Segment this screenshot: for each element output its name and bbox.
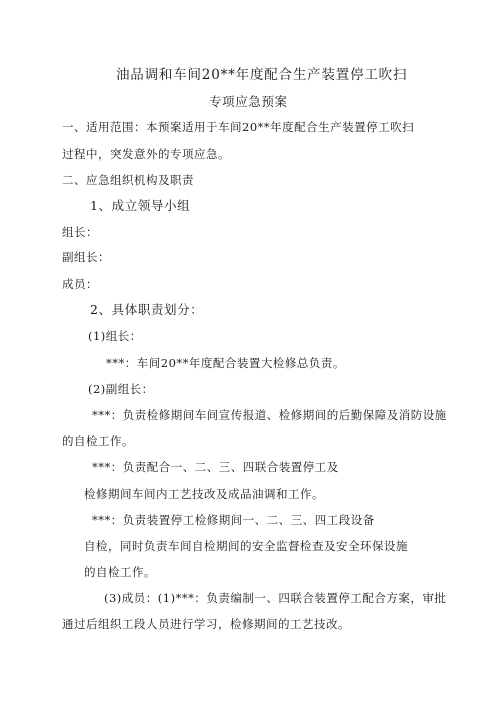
doc-title-line1: 油品调和车间20**年度配合生产装置停工吹扫 bbox=[116, 67, 408, 83]
para2c-line1: ***：负责装置停工检修期间一、二、三、四工段设备 bbox=[92, 513, 375, 527]
para2a-line2: 的自检工作。 bbox=[62, 434, 134, 448]
para2b-line2: 检修期间车间内工艺技改及成品油调和工作。 bbox=[84, 487, 324, 501]
para2c-line3: 的自检工作。 bbox=[84, 565, 156, 579]
para1-text: ***：车间20**年度配合装置大检修总负责。 bbox=[106, 356, 345, 370]
section1-line2: 过程中，突发意外的专项应急。 bbox=[62, 147, 230, 161]
para2a-line1: ***：负责检修期间车间宣传报道、检修期间的后勤保障及消防设施 bbox=[92, 408, 447, 422]
subsection1-heading: 1、成立领导小组 bbox=[90, 198, 191, 213]
leader-label: 组长： bbox=[62, 225, 98, 239]
para1-label: (1)组长： bbox=[88, 329, 142, 343]
para3-line1: (3)成员：(1)***：负责编制一、四联合装置停工配合方案，审批 bbox=[104, 591, 447, 605]
section2-heading: 二、应急组织机构及职责 bbox=[62, 173, 194, 187]
members-label: 成员： bbox=[62, 277, 98, 291]
para3-line2: 通过后组织工段人员进行学习，检修期间的工艺技改。 bbox=[62, 617, 350, 631]
subsection2-heading: 2、具体职责划分： bbox=[90, 302, 204, 317]
section1-line1: 一、适用范围：本预案适用于车间20**年度配合生产装置停工吹扫 bbox=[62, 120, 415, 134]
para2b-line1: ***：负责配合一、二、三、四联合装置停工及 bbox=[92, 460, 339, 474]
para2-label: (2)副组长： bbox=[88, 382, 154, 396]
doc-title-line2: 专项应急预案 bbox=[209, 94, 288, 109]
deputy-label: 副组长： bbox=[62, 250, 110, 264]
para2c-line2: 自检，同时负责车间自检期间的安全监督检查及安全环保设施 bbox=[84, 539, 408, 553]
